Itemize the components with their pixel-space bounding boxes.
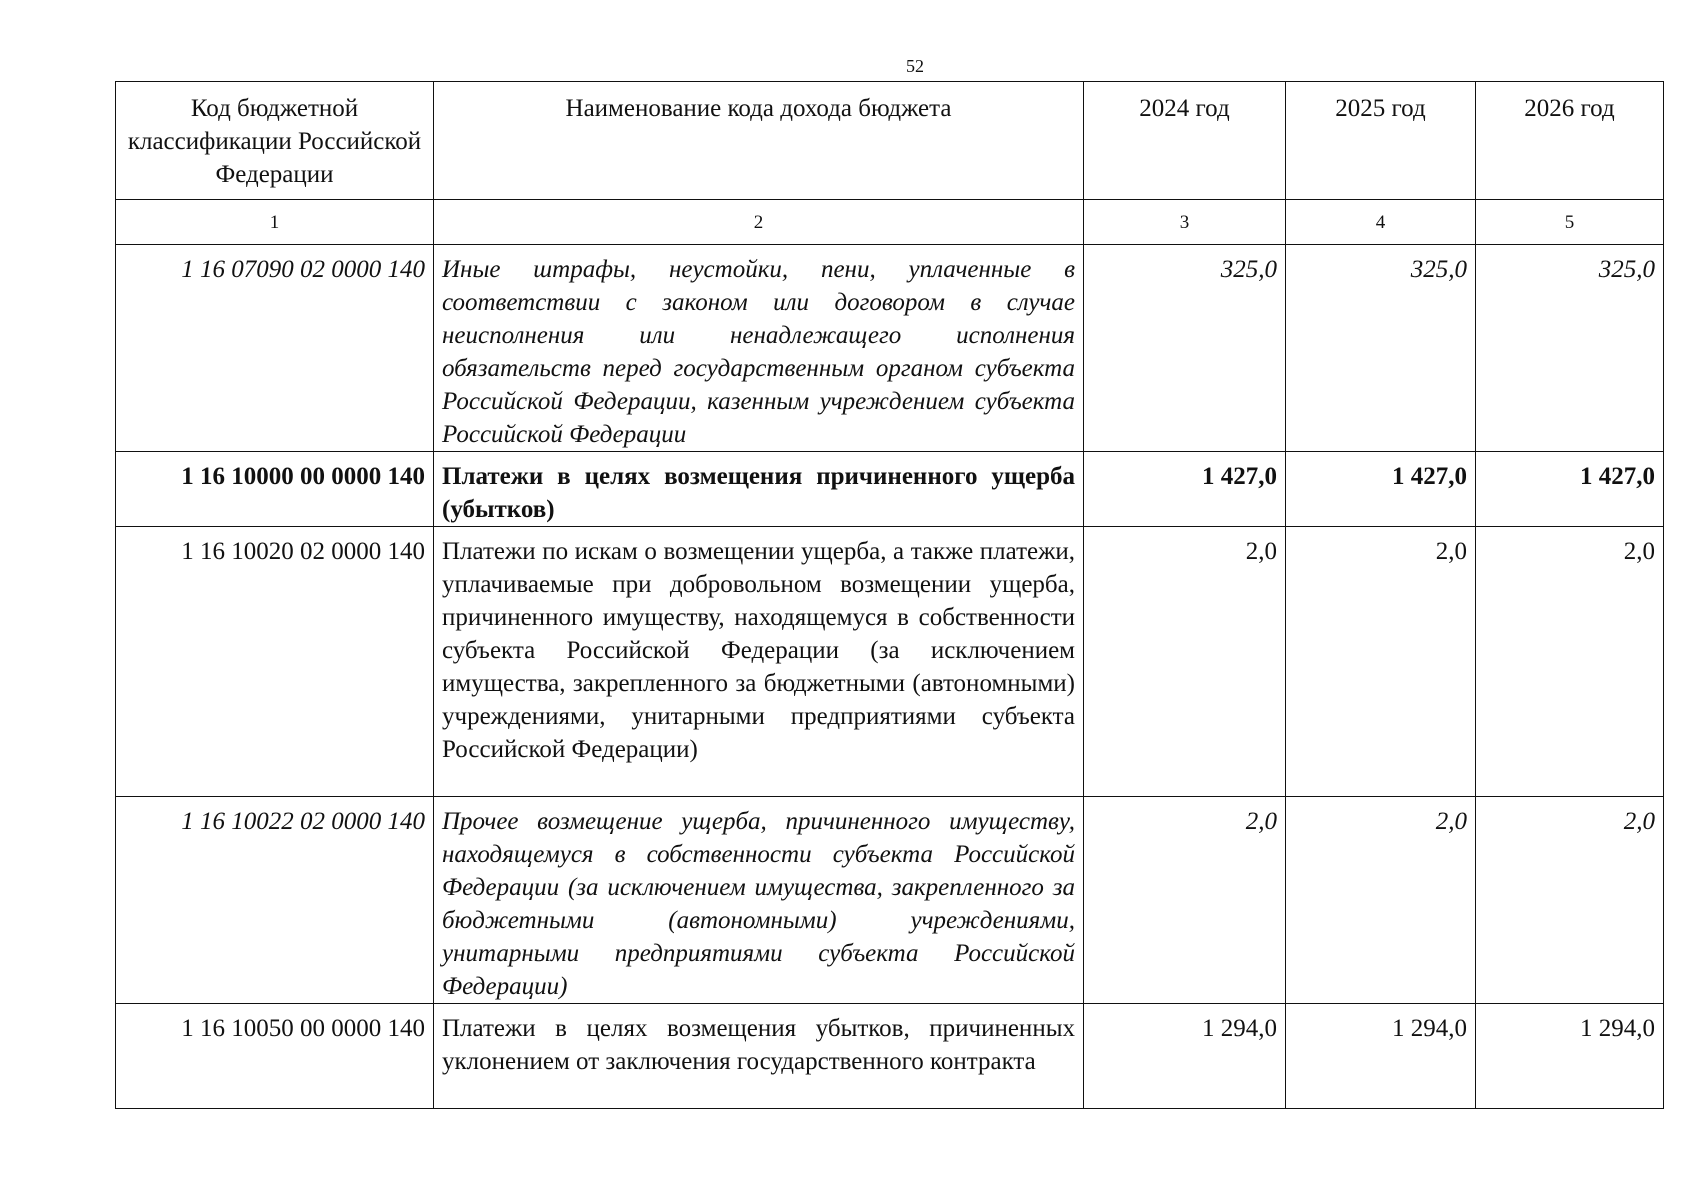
row-value-2025: 1 294,0 [1286,1004,1476,1109]
row-value-2024: 325,0 [1084,245,1286,452]
row-value-2024: 1 427,0 [1084,452,1286,527]
row-value-2024: 2,0 [1084,797,1286,1004]
row-name: Платежи в целях возмещения убытков, причиненных уклонением от заключения государственного контракта [434,1004,1084,1109]
column-number: 4 [1286,200,1476,245]
row-name: Иные штрафы, неустойки, пени, уплаченные в соответствии с законом или договором в случае неисполнения или ненадлежащего исполнения обязательств перед государственным органом субъекта Российской Федерации, казенным учреждением субъекта Российской Федерации [434,245,1084,452]
header-2025: 2025 год [1286,82,1476,200]
row-value-2026: 2,0 [1476,527,1664,797]
row-value-2026: 2,0 [1476,797,1664,1004]
row-value-2026: 325,0 [1476,245,1664,452]
column-number: 2 [434,200,1084,245]
header-name: Наименование кода дохода бюджета [434,82,1084,200]
column-number-row [116,200,1664,245]
header-2026: 2026 год [1476,82,1664,200]
row-value-2024: 1 294,0 [1084,1004,1286,1109]
row-value-2026: 1 427,0 [1476,452,1664,527]
table-row [116,527,1664,797]
row-name: Платежи по искам о возмещении ущерба, а также платежи, уплачиваемые при добровольном возмещении ущерба, причиненного имуществу, находящемуся в собственности субъекта Российской Федерации (за исключением имущества, закрепленного за бюджетными (автономными) учреждениями, унитарными предприятиями субъекта Российской Федерации) [434,527,1084,797]
row-code: 1 16 10050 00 0000 140 [116,1004,434,1109]
table-row [116,245,1664,452]
table-header-row [116,82,1664,200]
header-2024: 2024 год [1084,82,1286,200]
row-value-2025: 2,0 [1286,527,1476,797]
table-row [116,797,1664,1004]
row-code: 1 16 10000 00 0000 140 [116,452,434,527]
row-name: Прочее возмещение ущерба, причиненного имуществу, находящемуся в собственности субъекта Российской Федерации (за исключением имущества, закрепленного за бюджетными (автономными) учреждениями, унитарными предприятиями субъекта Российской Федерации) [434,797,1084,1004]
row-value-2025: 2,0 [1286,797,1476,1004]
budget-revenue-table [115,81,1664,1109]
header-code: Код бюджетной классификации Российской Федерации [116,82,434,200]
row-code: 1 16 10020 02 0000 140 [116,527,434,797]
table-row [116,1004,1664,1109]
row-code: 1 16 10022 02 0000 140 [116,797,434,1004]
row-code: 1 16 07090 02 0000 140 [116,245,434,452]
row-name: Платежи в целях возмещения причиненного ущерба (убытков) [434,452,1084,527]
column-number: 3 [1084,200,1286,245]
row-value-2025: 325,0 [1286,245,1476,452]
row-value-2026: 1 294,0 [1476,1004,1664,1109]
row-value-2024: 2,0 [1084,527,1286,797]
table-row [116,452,1664,527]
column-number: 1 [116,200,434,245]
row-value-2025: 1 427,0 [1286,452,1476,527]
page-number: 52 [906,56,924,76]
column-number: 5 [1476,200,1664,245]
